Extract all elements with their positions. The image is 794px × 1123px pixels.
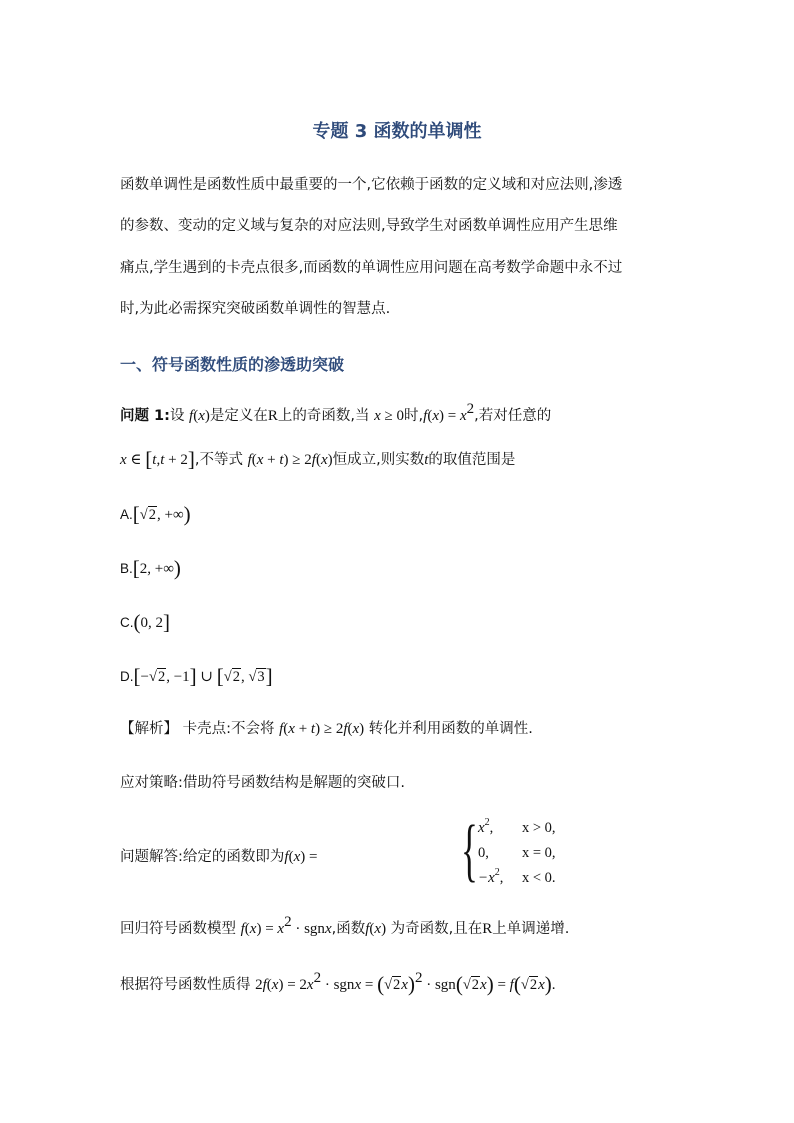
page-title: 专题 3 函数的单调性 [312,121,482,142]
math-expression: ( [455,972,463,996]
answer-line [120,845,317,866]
return-text: 回归符号函数模型 [120,921,236,937]
math-expression: f [423,408,428,424]
math-expression: x [374,921,382,937]
option-a [120,502,191,527]
math-expression: x [354,977,362,993]
piecewise-case-2: 0, [478,845,489,861]
math-expression: ( [347,721,353,737]
analysis-label: 【解析】 [120,721,178,737]
math-sqrt: √2 [520,977,538,993]
return-text: ,函数 [331,921,366,937]
math-expression: ) [486,972,494,996]
math-expression: , −1 [166,669,190,685]
math-sqrt: √2 [139,507,156,523]
math-expression: ) [381,921,387,937]
math-expression: ( [369,921,375,937]
piecewise-cond-1: x > 0, [522,820,556,836]
math-expression: ( [427,408,433,424]
math-expression: ∈ [126,452,146,468]
intro-line-1: 函数单调性是函数性质中最重要的一个,它依赖于函数的定义域和对应法则,渗透 [120,177,623,193]
math-expression: ) ≥ 2 [315,721,344,737]
math-expression: x [293,849,301,865]
math-expression: , [156,452,161,468]
math-sqrt: √2 [462,977,480,993]
math-expression: + [263,452,280,468]
math-expression: x [198,408,205,424]
math-expression: ] [265,664,273,688]
math-expression: x [432,408,439,424]
math-expression: x [256,452,264,468]
analysis-text: 卡壳点:不会将 [182,721,275,737]
math-expression: [ [133,664,141,688]
math-expression: f [240,921,245,937]
math-expression: x [288,721,295,737]
math-expression: f [279,721,284,737]
option-d [120,664,273,689]
problem-label: 问题 1: [120,408,170,424]
option-c [120,610,170,635]
math-expression: ( [315,452,321,468]
math-expression: − [140,669,149,685]
math-sqrt: √2 [384,977,401,993]
math-expression: f [284,849,289,865]
math-expression: ( [288,849,294,865]
math-expression: x [271,977,279,993]
piecewise-cond-2: x = 0, [522,845,556,861]
math-expression: · sgn [291,921,325,937]
math-expression: 2 [414,970,423,986]
problem-text: ,不等式 [194,452,243,468]
math-expression: x [324,921,332,937]
math-expression: −x [478,870,495,886]
math-expression: x [374,408,381,424]
piecewise-case-1: $x^2$, [478,817,494,836]
problem-line-1 [120,401,552,425]
option-label: D. [120,669,134,684]
math-expression: · sgn [321,977,355,993]
piecewise-definition [120,812,556,894]
math-expression: ) [173,556,181,580]
problem-text: 是定义在 [209,408,268,424]
math-expression: ) = [438,408,460,424]
math-sqrt: √2 [148,669,166,685]
math-expression: f [365,921,370,937]
math-expression: t [160,452,165,468]
math-expression: ( [244,921,250,937]
math-expression: ) [407,972,415,996]
math-expression: t [279,452,284,468]
problem-text: 设 [169,408,185,424]
strategy-line: 应对策略:借助符号函数结构是解题的突破口. [120,775,405,791]
problem-text: ,若对任意的 [474,408,552,424]
math-expression: ≥ 0 [380,408,405,424]
return-text: 上单调递增. [492,921,570,937]
problem-text: 恒成立,则实数 [332,452,425,468]
math-expression: · sgn [422,977,456,993]
math-expression: ) [204,408,210,424]
problem-text: 时, [404,408,424,424]
math-expression: t [152,452,157,468]
math-set-R: R [482,921,493,937]
math-expression: ] [189,664,197,688]
math-expression: . [551,977,556,993]
problem-text: 上的奇函数,当 [277,408,370,424]
math-brace: { [461,812,478,889]
option-label: B. [120,561,133,576]
math-expression: ∪ [196,669,217,685]
math-expression: ) = [300,849,318,865]
math-expression: 2 [284,914,292,930]
math-expression: x [249,921,257,937]
math-sqrt: √3 [248,669,265,685]
piecewise-cond-3: x < 0. [522,870,556,886]
math-expression: ) [183,502,191,526]
analysis-text: 转化并利用函数的单调性. [368,721,533,737]
return-line [120,914,570,938]
math-sqrt: √2 [223,669,240,685]
math-expression: = [493,977,510,993]
math-expression: x [352,721,360,737]
math-expression: ( [283,721,289,737]
math-expression: x [459,408,467,424]
section-heading: 一、符号函数性质的渗透助突破 [120,355,345,374]
math-expression: x [120,452,127,468]
math-expression: 2 [466,401,475,417]
math-set-R: R [267,408,278,424]
piecewise-case-3: $-x^2$, [478,867,504,886]
math-expression: [ [145,447,153,471]
math-expression: ] [187,447,195,471]
math-expression: x [277,921,285,937]
math-expression: + [294,721,311,737]
math-expression: x [401,977,408,993]
math-expression: ) [359,721,365,737]
math-expression: ( [513,972,521,996]
math-expression: , +∞ [156,507,184,523]
math-expression: ( [193,408,199,424]
math-expression: 0, 2 [140,615,163,631]
math-expression: ) [327,452,333,468]
math-expression: ( [266,977,272,993]
math-expression: f [311,452,316,468]
option-b [120,556,181,581]
math-expression: x [320,452,328,468]
math-expression: ( [377,972,385,996]
math-expression: + 2 [164,452,188,468]
math-expression: ( [251,452,257,468]
final-text: 根据符号函数性质得 [120,977,251,993]
math-expression: 2 [255,977,263,993]
math-expression: x [478,820,485,836]
option-label: A. [120,507,133,522]
math-expression: x [480,977,487,993]
math-expression: t [310,721,316,737]
math-expression: x [538,977,545,993]
math-expression: f [509,977,514,993]
math-expression: f [189,408,194,424]
problem-text: 的取值范围是 [428,452,516,468]
math-expression: [ [132,556,140,580]
math-expression: [ [132,502,140,526]
problem-line-2 [120,447,515,472]
option-label: C. [120,615,134,630]
math-expression: x [306,977,314,993]
math-expression: 2, +∞ [139,561,174,577]
math-expression: ( [133,610,141,634]
final-line [120,972,555,997]
math-expression: f [262,977,267,993]
math-expression: ) = [256,921,278,937]
intro-line-2: 的参数、变动的定义域与复杂的对应法则,导致学生对函数单调性应用产生思维 [120,218,618,234]
math-expression: = [361,977,378,993]
math-expression: 2 [484,817,490,828]
math-expression: f [343,721,348,737]
math-expression: ) = 2 [278,977,307,993]
return-text: 为奇函数,且在 [390,921,483,937]
math-expression: 2 [313,970,322,986]
math-expression: f [247,452,252,468]
math-expression: ] [163,610,170,634]
math-expression: 2 [494,867,500,878]
math-expression: t [424,452,429,468]
intro-line-4: 时,为此必需探究突破函数单调性的智慧点. [120,301,391,317]
analysis-line [120,717,533,738]
math-expression: ) [544,972,552,996]
math-expression: ) ≥ 2 [283,452,312,468]
math-expression: , [240,669,249,685]
intro-line-3: 痛点,学生遇到的卡壳点很多,而函数的单调性应用问题在高考数学命题中永不过 [120,260,623,276]
answer-text: 问题解答:给定的函数即为 [120,849,285,865]
math-expression: [ [216,664,224,688]
